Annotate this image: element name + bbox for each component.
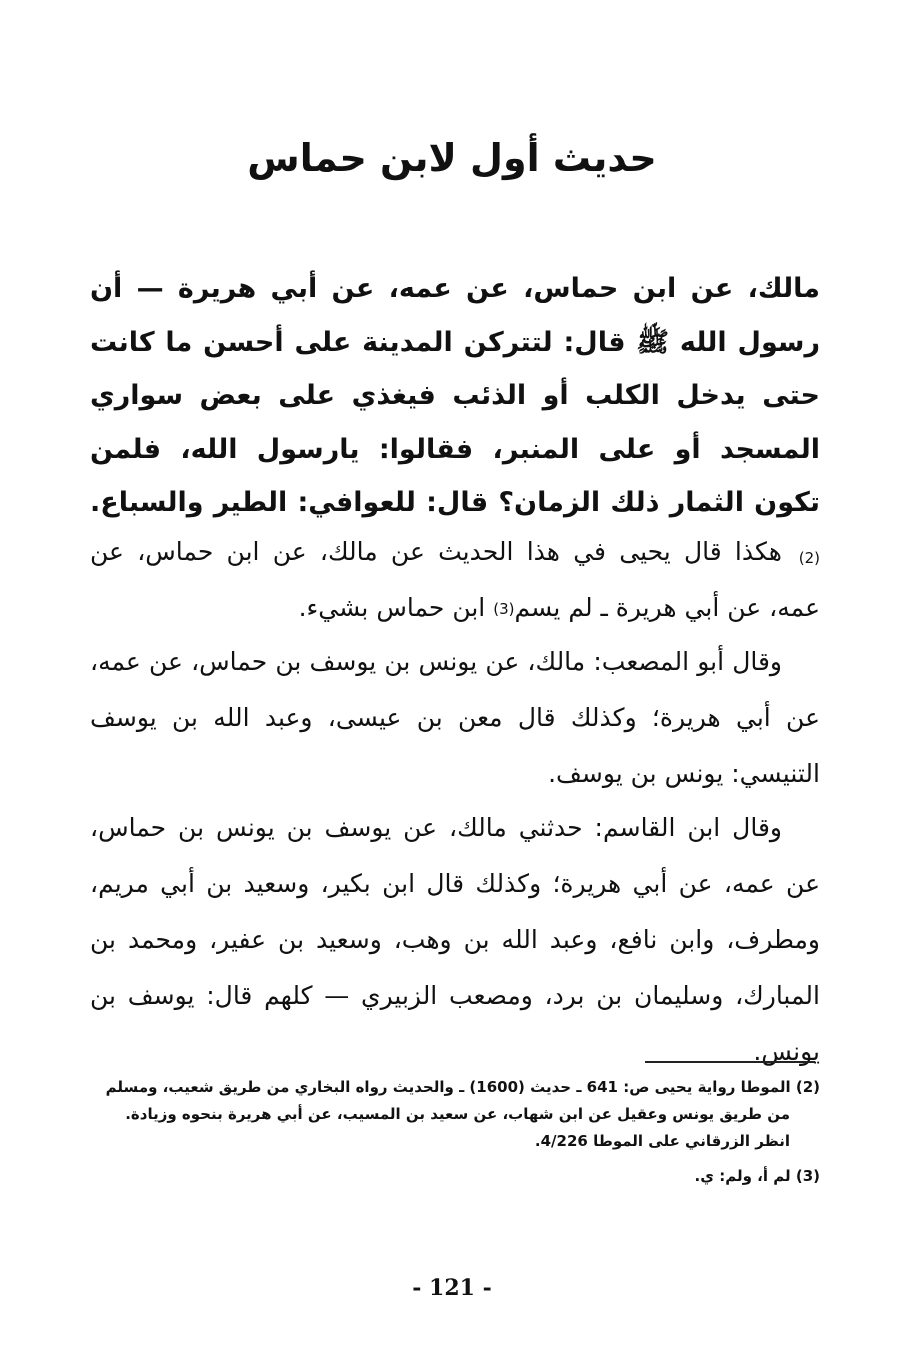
page-number: - 121 -	[412, 1275, 492, 1301]
footnote-3: (3) لم أ، ولم: ي.	[694, 1167, 820, 1185]
footnote-2-line-2: من طريق يونس وعقيل عن ابن شهاب، عن سعيد بن المسيب، عن أبي هريرة بنحوه وزيادة.	[125, 1105, 790, 1123]
paragraph-1-text-b: ابن حماس بشيء.	[298, 593, 494, 622]
footnote-ref-2: (2)	[798, 548, 820, 567]
footnote-2-line-3: انظر الزرقاني على الموطا 4/226.	[534, 1132, 790, 1150]
footnote-ref-3: (3)	[493, 600, 515, 618]
paragraph-1-text-a: هكذا قال يحيى في هذا الحديث عن مالك، عن ابن حماس، عن عمه، عن أبي هريرة ـ لم يسم	[90, 537, 820, 622]
paragraph-3: وقال ابن القاسم: حدثني مالك، عن يوسف بن يونس بن حماس، عن عمه، عن أبي هريرة؛ وكذلك قال ابن بكير، وسعيد بن أبي مريم، ومطرف، وابن نافع، وعبد الله بن وهب، وسعيد بن عفير، ومحمد بن المبارك، وسليمان بن برد، ومصعب الزبيري — كلهم قال: يوسف بن يونس.	[90, 813, 820, 1066]
hadith-body: مالك، عن ابن حماس، عن عمه، عن أبي هريرة — أن رسول الله ﷺ قال: لتتركن المدينة على أحسن ما كانت حتى يدخل الكلب أو الذئب فيغذي على بعض سواري المسجد أو على المنبر، فقالوا: يارسول الله، فلمن تكون الثمار ذلك الزمان؟ قال: للعوافي: الطير والسباع.	[90, 273, 820, 518]
paragraph-1	[90, 524, 820, 637]
footnote-2-line-1: (2) الموطا رواية يحيى ص: 641 ـ حديث (1600) ـ والحديث رواه البخاري من طريق شعيب، ومسلم	[105, 1078, 820, 1096]
chapter-title: حديث أول لابن حماس	[247, 136, 657, 180]
paragraph-2: وقال أبو المصعب: مالك، عن يونس بن يوسف بن حماس، عن عمه، عن أبي هريرة؛ وكذلك قال معن بن عيسى، وعبد الله بن يوسف التنيسي: يونس بن يوسف.	[90, 647, 820, 788]
footnote-separator	[645, 1061, 815, 1063]
footnotes	[90, 1074, 820, 1190]
